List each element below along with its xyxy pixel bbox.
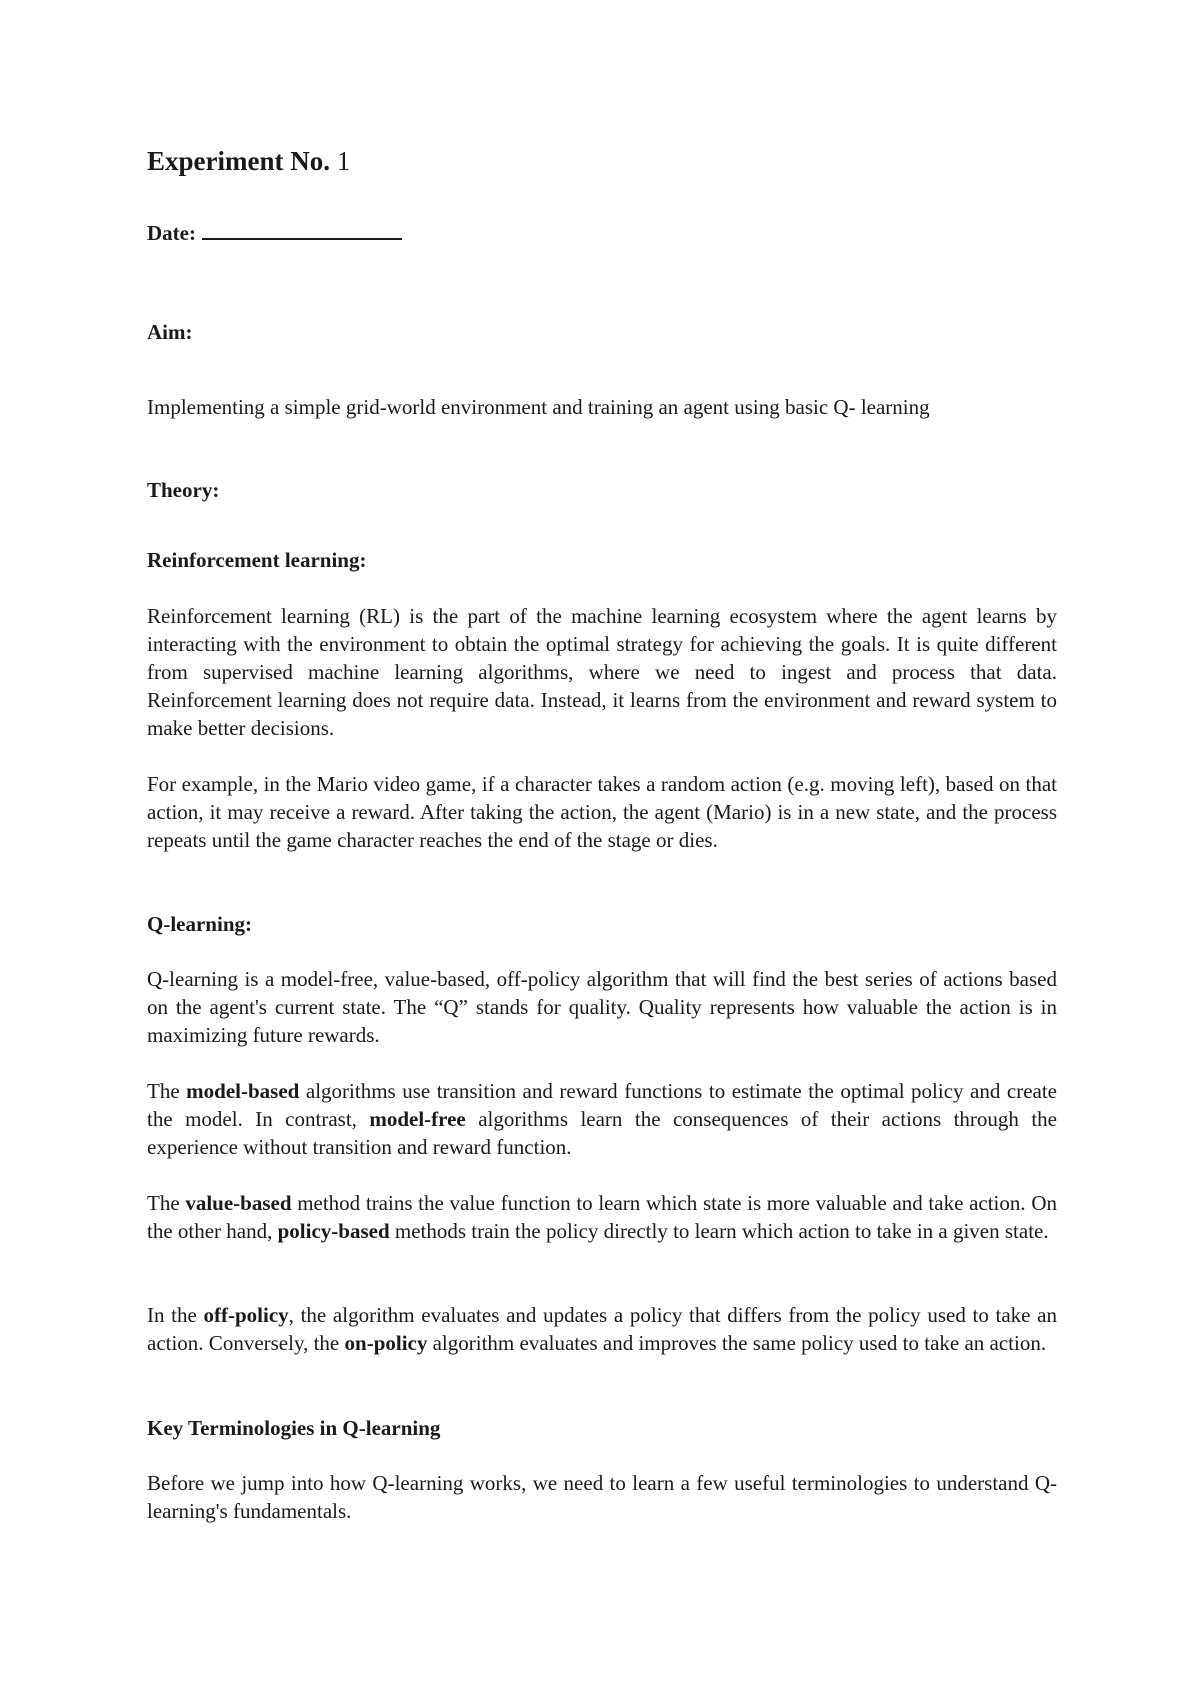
policy-text-1: In the [147, 1303, 204, 1327]
policy-paragraph [147, 1301, 1057, 1357]
model-text-1: The [147, 1079, 187, 1103]
policy-text-2: , the algorithm evaluates and updates a policy that differs from the policy used to take an action. Conversely, the [147, 1303, 1057, 1355]
ql-heading: Q-learning: [147, 912, 252, 936]
model-text-3: algorithms learn the consequences of their actions through the experience without transition and reward function. [147, 1107, 1057, 1159]
ql-paragraph-1: Q-learning is a model-free, value-based, off-policy algorithm that will find the best series of actions based on the agent's current state. The “Q” stands for quality. Quality represents how valuable the action is in maximizing future rewards. [147, 967, 1057, 1047]
model-text-2: algorithms use transition and reward functions to estimate the optimal policy and create the model. In contrast, [147, 1079, 1057, 1131]
off-policy-term: off-policy [203, 1303, 289, 1327]
model-free-term: model-free [369, 1107, 466, 1131]
value-text-2: method trains the value function to learn which state is more valuable and take action. On the other hand, [147, 1191, 1057, 1243]
rl-heading: Reinforcement learning: [147, 548, 367, 572]
key-terminologies-heading: Key Terminologies in Q-learning [147, 1416, 441, 1440]
policy-based-term: policy-based [277, 1219, 390, 1243]
date-row [147, 218, 402, 246]
value-paragraph [147, 1189, 1057, 1245]
key-terminologies-paragraph: Before we jump into how Q-learning works, we need to learn a few useful terminologies to understand Q-learning's fundamentals. [147, 1471, 1057, 1523]
value-text-3: methods train the policy directly to learn which action to take in a given state. [389, 1219, 1049, 1243]
date-blank-line [202, 218, 402, 240]
theory-label: Theory: [147, 478, 220, 502]
value-text-1: The [147, 1191, 186, 1215]
model-based-term: model-based [186, 1079, 300, 1103]
value-based-term: value-based [185, 1191, 292, 1215]
title-text: Experiment No. [147, 146, 330, 176]
experiment-title [147, 146, 350, 177]
experiment-number: 1 [336, 146, 351, 176]
aim-text: Implementing a simple grid-world environment and training an agent using basic Q- learning [147, 395, 930, 419]
aim-label: Aim: [147, 320, 193, 344]
policy-text-3: algorithm evaluates and improves the same policy used to take an action. [427, 1331, 1047, 1355]
model-paragraph [147, 1077, 1057, 1161]
on-policy-term: on-policy [344, 1331, 428, 1355]
rl-paragraph-1: Reinforcement learning (RL) is the part of the machine learning ecosystem where the agent learns by interacting with the environment to obtain the optimal strategy for achieving the goals. It is quite different from supervised machine learning algorithms, where we need to ingest and process that data. Reinforcement learning does not require data. Instead, it learns from the environment and reward system to make better decisions. [147, 604, 1057, 740]
date-label: Date: [147, 221, 196, 245]
rl-paragraph-2: For example, in the Mario video game, if a character takes a random action (e.g. moving left), based on that action, it may receive a reward. After taking the action, the agent (Mario) is in a new state, and the process repeats until the game character reaches the end of the stage or dies. [147, 772, 1057, 852]
